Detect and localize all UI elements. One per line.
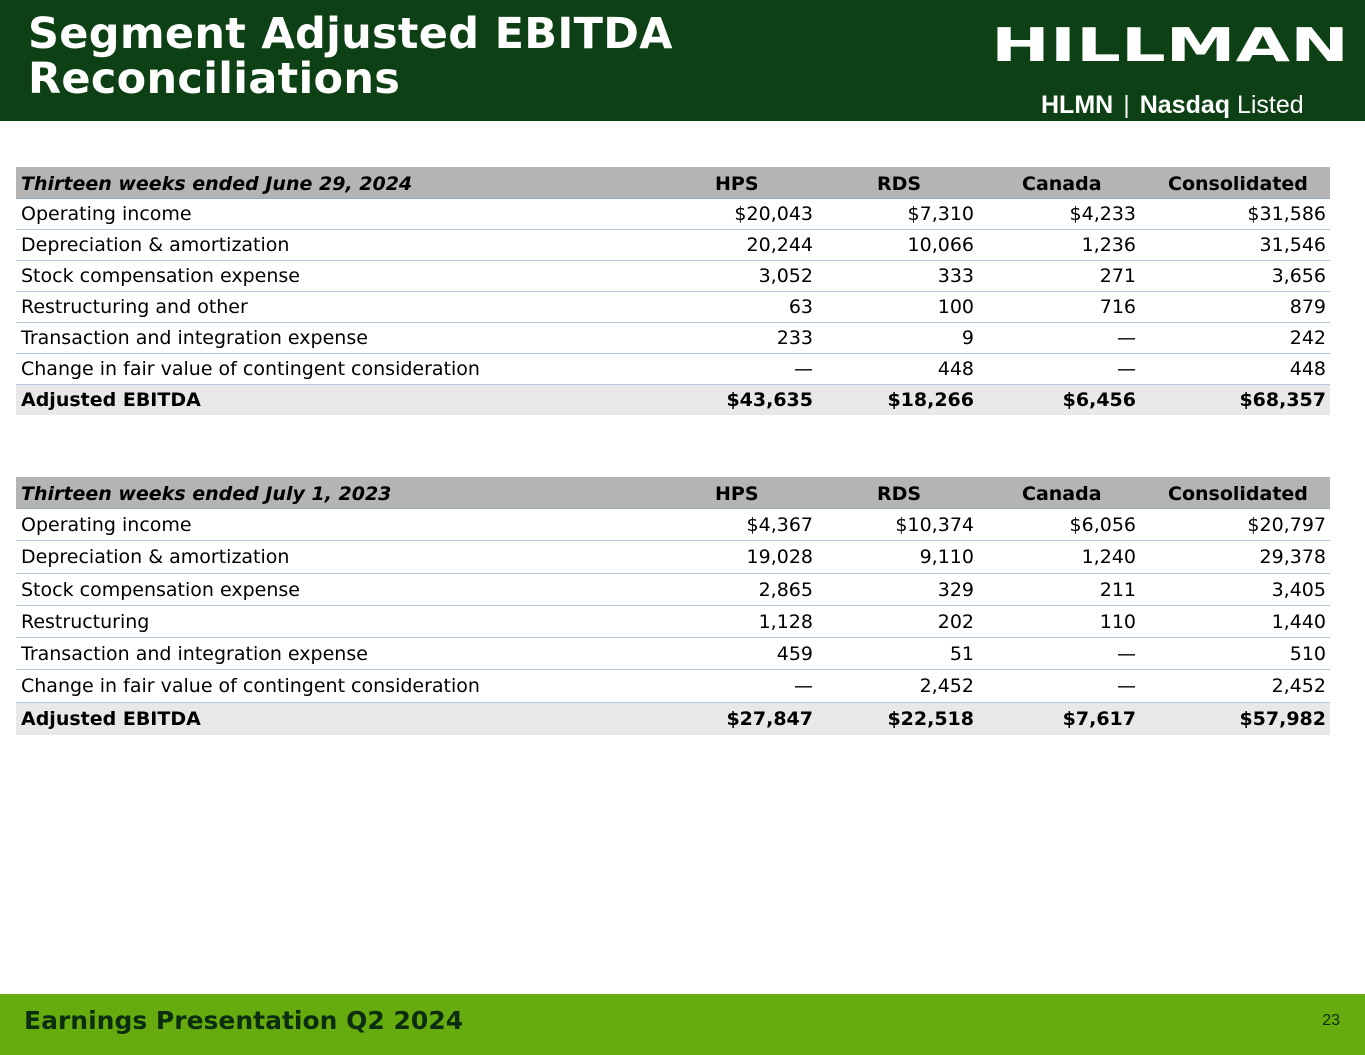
hillman-wordmark xyxy=(990,24,1350,64)
cell-consolidated: 879 xyxy=(1289,296,1326,318)
period-heading: Thirteen weeks ended June 29, 2024 xyxy=(21,173,413,195)
column-header-canada: Canada xyxy=(1022,173,1102,195)
total-hps: $27,847 xyxy=(726,707,813,730)
row-label: Stock compensation expense xyxy=(21,578,300,601)
cell-hps: 20,244 xyxy=(746,234,813,256)
cell-rds: $7,310 xyxy=(907,203,974,225)
column-header-rds: RDS xyxy=(877,483,922,505)
total-hps: $43,635 xyxy=(726,389,813,411)
table-row xyxy=(16,541,1330,573)
footer-bar xyxy=(0,994,1365,1055)
cell-consolidated: 3,405 xyxy=(1271,578,1326,601)
cell-canada: $4,233 xyxy=(1069,203,1136,225)
cell-hps: 63 xyxy=(788,296,813,318)
cell-consolidated: $20,797 xyxy=(1247,514,1326,536)
hillman-logo xyxy=(990,24,1350,119)
total-row xyxy=(16,385,1330,415)
table-row xyxy=(16,638,1330,670)
cell-rds: 329 xyxy=(937,578,974,601)
row-label: Operating income xyxy=(21,203,192,225)
cell-rds: 448 xyxy=(937,358,974,380)
column-header-consolidated: Consolidated xyxy=(1168,173,1308,195)
cell-hps: — xyxy=(794,675,813,698)
table-header-row xyxy=(16,167,1330,199)
column-header-hps: HPS xyxy=(715,483,759,505)
presentation-title: Earnings Presentation Q2 2024 xyxy=(24,1006,464,1035)
table-row xyxy=(16,199,1330,230)
cell-canada: 1,236 xyxy=(1081,234,1136,256)
cell-consolidated: 2,452 xyxy=(1271,675,1326,698)
cell-hps: 19,028 xyxy=(746,546,813,569)
header-bar xyxy=(0,0,1365,121)
total-canada: $6,456 xyxy=(1062,389,1136,411)
cell-canada: 1,240 xyxy=(1081,546,1136,569)
total-canada: $7,617 xyxy=(1062,707,1136,730)
listing-separator: | xyxy=(1123,91,1130,119)
ticker-symbol: HLMN xyxy=(1041,91,1114,119)
cell-hps: $4,367 xyxy=(746,514,813,536)
row-label: Transaction and integration expense xyxy=(21,643,368,666)
total-label: Adjusted EBITDA xyxy=(21,707,201,730)
cell-rds: 2,452 xyxy=(919,675,974,698)
column-header-rds: RDS xyxy=(877,173,922,195)
table-row xyxy=(16,509,1330,541)
cell-consolidated: 29,378 xyxy=(1259,546,1326,569)
cell-canada: — xyxy=(1117,327,1136,349)
cell-canada: — xyxy=(1117,643,1136,666)
column-header-consolidated: Consolidated xyxy=(1168,483,1308,505)
row-label: Restructuring and other xyxy=(21,296,248,318)
total-label: Adjusted EBITDA xyxy=(21,389,201,411)
period-heading: Thirteen weeks ended July 1, 2023 xyxy=(21,483,392,505)
cell-consolidated: 510 xyxy=(1289,643,1326,666)
cell-hps: 1,128 xyxy=(758,610,813,633)
table-header-row xyxy=(16,477,1330,509)
cell-canada: $6,056 xyxy=(1069,514,1136,536)
row-label: Transaction and integration expense xyxy=(21,327,368,349)
cell-rds: 9 xyxy=(961,327,974,349)
cell-rds: 202 xyxy=(937,610,974,633)
cell-rds: 100 xyxy=(937,296,974,318)
table-row xyxy=(16,606,1330,638)
cell-canada: — xyxy=(1117,358,1136,380)
cell-hps: 233 xyxy=(776,327,813,349)
cell-hps: — xyxy=(794,358,813,380)
cell-hps: 2,865 xyxy=(758,578,813,601)
cell-rds: $10,374 xyxy=(895,514,974,536)
table-row xyxy=(16,574,1330,606)
reconciliation-table-2024 xyxy=(16,167,1330,415)
cell-consolidated: 242 xyxy=(1289,327,1326,349)
page-title-line-1: Segment Adjusted EBITDA xyxy=(28,9,673,59)
page-number: 23 xyxy=(1322,1012,1340,1029)
cell-canada: 271 xyxy=(1099,265,1136,287)
page-title xyxy=(28,9,673,104)
cell-canada: — xyxy=(1117,675,1136,698)
cell-consolidated: 31,546 xyxy=(1259,234,1326,256)
cell-consolidated: $31,586 xyxy=(1247,203,1326,225)
cell-rds: 9,110 xyxy=(919,546,974,569)
row-label: Restructuring xyxy=(21,610,150,633)
cell-consolidated: 1,440 xyxy=(1271,610,1326,633)
cell-hps: $20,043 xyxy=(734,203,813,225)
cell-rds: 51 xyxy=(949,643,974,666)
exchange-suffix: Listed xyxy=(1230,91,1304,119)
row-label: Depreciation & amortization xyxy=(21,234,290,256)
column-header-canada: Canada xyxy=(1022,483,1102,505)
hillman-wordmark-text: HILLMAN xyxy=(991,24,1349,64)
total-consolidated: $68,357 xyxy=(1239,389,1326,411)
total-rds: $22,518 xyxy=(887,707,974,730)
total-row xyxy=(16,703,1330,735)
total-rds: $18,266 xyxy=(887,389,974,411)
cell-rds: 333 xyxy=(937,265,974,287)
cell-consolidated: 3,656 xyxy=(1271,265,1326,287)
cell-canada: 211 xyxy=(1099,578,1136,601)
cell-rds: 10,066 xyxy=(907,234,974,256)
table-row xyxy=(16,323,1330,354)
page-title-line-2: Reconciliations xyxy=(28,54,401,104)
table-row xyxy=(16,261,1330,292)
reconciliation-table-2023 xyxy=(16,477,1330,735)
row-label: Depreciation & amortization xyxy=(21,546,290,569)
row-label: Operating income xyxy=(21,514,192,536)
row-label: Change in fair value of contingent consideration xyxy=(21,358,480,380)
cell-hps: 3,052 xyxy=(758,265,813,287)
cell-hps: 459 xyxy=(776,643,813,666)
row-label: Change in fair value of contingent consideration xyxy=(21,675,480,698)
table-row xyxy=(16,292,1330,323)
cell-canada: 716 xyxy=(1099,296,1136,318)
table-row xyxy=(16,670,1330,702)
column-header-hps: HPS xyxy=(715,173,759,195)
total-consolidated: $57,982 xyxy=(1239,707,1326,730)
row-label: Stock compensation expense xyxy=(21,265,300,287)
exchange-name: Nasdaq xyxy=(1139,91,1231,119)
table-row xyxy=(16,230,1330,261)
table-row xyxy=(16,354,1330,385)
listing-line xyxy=(1041,91,1304,120)
cell-consolidated: 448 xyxy=(1289,358,1326,380)
cell-canada: 110 xyxy=(1099,610,1136,633)
